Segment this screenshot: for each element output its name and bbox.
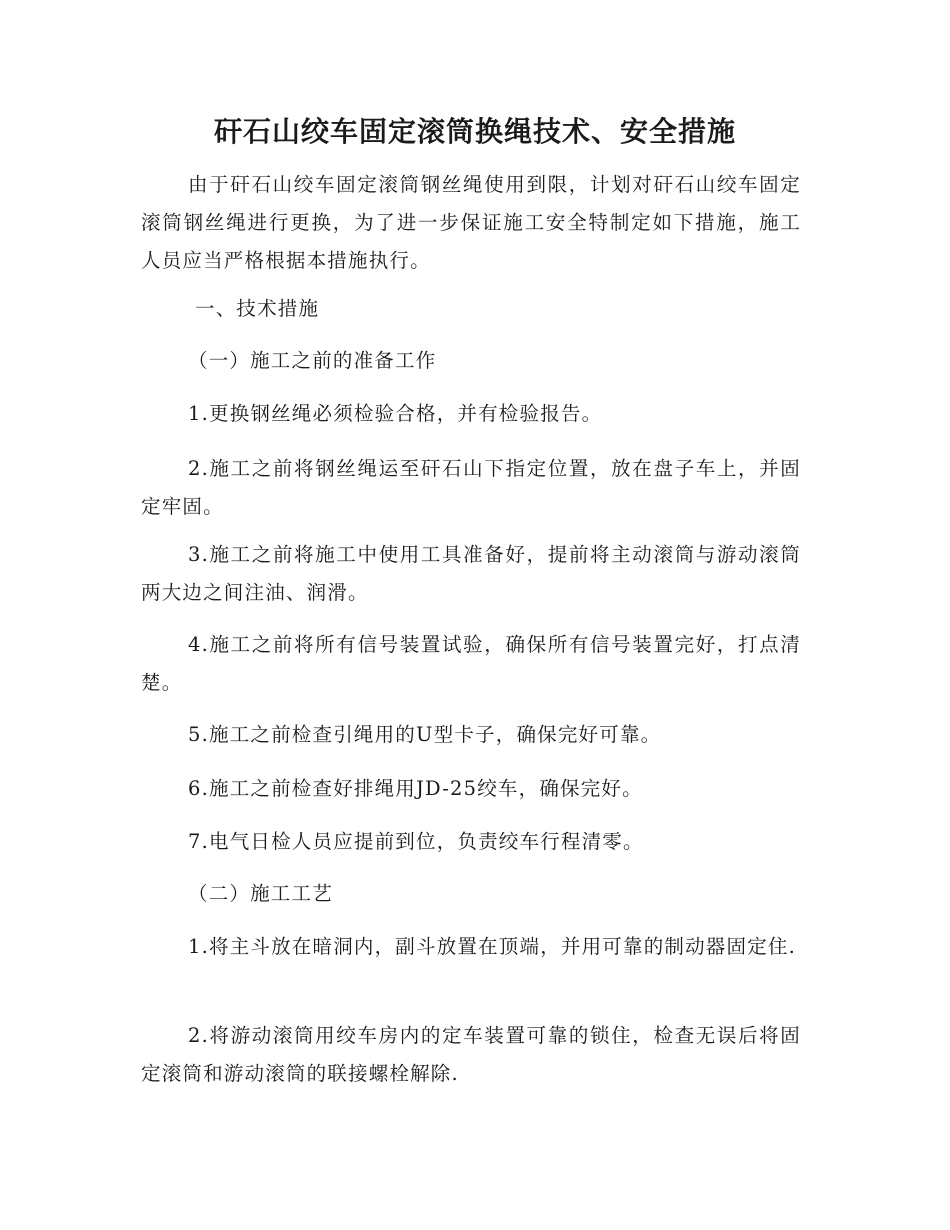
list-item: 1.将主斗放在暗洞内，副斗放置在顶端，并用可靠的制动器固定住.: [188, 935, 797, 958]
list-item: 1.更换钢丝绳必须检验合格，并有检验报告。: [188, 402, 603, 425]
subsection-heading-process: （二）施工工艺: [188, 882, 333, 905]
section-heading-technical: 一、技术措施: [195, 297, 320, 320]
subsection-heading-preparation: （一）施工之前的准备工作: [188, 349, 437, 372]
list-item: 4.施工之前将所有信号装置试验，确保所有信号装置完好，打点清楚。: [141, 633, 801, 694]
list-item: 2.将游动滚筒用绞车房内的定车装置可靠的锁住，检查无误后将固定滚筒和游动滚筒的联接螺栓解除.: [141, 1024, 801, 1085]
list-item: 7.电气日检人员应提前到位，负责绞车行程清零。: [188, 830, 644, 853]
list-item: 2.施工之前将钢丝绳运至矸石山下指定位置，放在盘子车上，并固定牢固。: [141, 457, 801, 518]
list-item: 5.施工之前检查引绳用的U型卡子，确保完好可靠。: [188, 723, 662, 746]
list-item: 3.施工之前将施工中使用工具准备好，提前将主动滚筒与游动滚筒两大边之间注油、润滑。: [141, 543, 801, 604]
list-item: 6.施工之前检查好排绳用JD-25绞车，确保完好。: [188, 777, 643, 800]
intro-paragraph: 由于矸石山绞车固定滚筒钢丝绳使用到限，计划对矸石山绞车固定滚筒钢丝绳进行更换，为了进一步保证施工安全特制定如下措施，施工人员应当严格根据本措施执行。: [141, 173, 801, 272]
document-title: 矸石山绞车固定滚筒换绳技术、安全措施: [213, 115, 736, 148]
